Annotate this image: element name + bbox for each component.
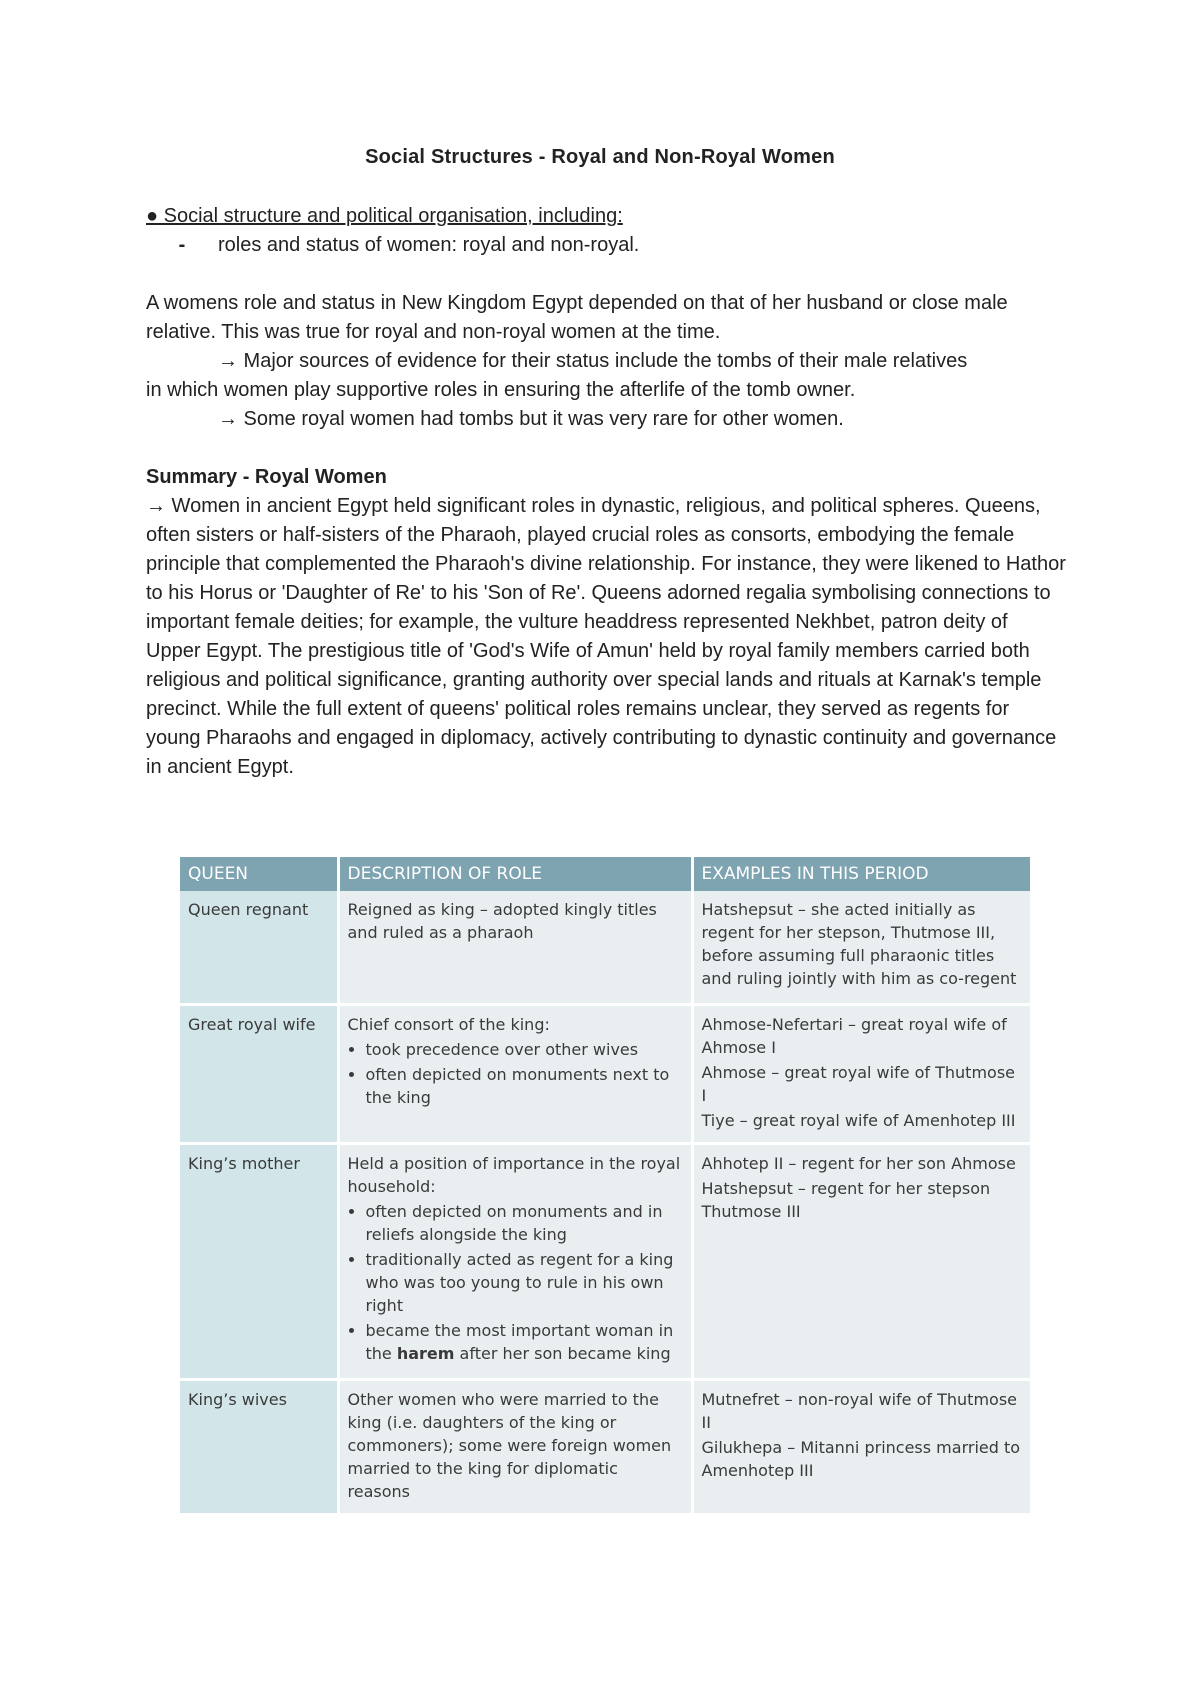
description-text: Other women who were married to the king (i.e. daughters of the king or commoners); some were foreign women married to the king for diplomatic reasons [347,1389,672,1501]
description-text: Held a position of importance in the royal household: [347,1153,681,1196]
intro-point-1: → Major sources of evidence for their status include the tombs of their male relatives [218,350,968,372]
description-bullets [348,1200,683,1365]
example-item: Ahmose – great royal wife of Thutmose I [701,1062,1016,1105]
description-cell [338,1143,692,1379]
harem-term: harem [396,1343,455,1363]
table-row [180,1143,1030,1379]
column-header-queen: QUEEN [180,857,338,891]
example-item: Ahhotep II – regent for her son Ahmose [701,1153,1016,1173]
description-bullet: • often depicted on monuments next to the king [366,1063,683,1109]
description-text: Reigned as king – adopted kingly titles and ruled as a pharaoh [347,900,657,942]
example-item: Ahmose-Nefertari – great royal wife of Ahmose I [701,1014,1007,1057]
queen-cell: Queen regnant [180,891,338,1004]
bullet-text: became the most important woman in the [365,1320,674,1363]
description-cell [338,1004,692,1143]
bullet-text: after her son became king [454,1343,671,1363]
description-cell [338,1379,692,1514]
summary-heading: Summary - Royal Women [146,466,387,488]
description-cell [338,891,692,1004]
description-bullets [348,1038,683,1109]
intro-point-1-continued: in which women play supportive roles in ensuring the afterlife of the tomb owner. [146,379,856,401]
description-bullet [366,1319,683,1365]
table-row [180,1379,1030,1514]
examples-cell [692,1004,1030,1143]
queen-cell: King’s wives [180,1379,338,1514]
syllabus-item [146,231,1066,260]
description-bullet: • took precedence over other wives [366,1038,683,1061]
examples-cell [692,1379,1030,1514]
example-item: Hatshepsut – regent for her stepson Thutmose III [701,1178,991,1221]
example-item: Tiye – great royal wife of Amenhotep III [701,1110,1016,1130]
description-bullet: • traditionally acted as regent for a king who was too young to rule in his own right [366,1248,683,1317]
column-header-description: DESCRIPTION OF ROLE [338,857,692,891]
examples-cell [692,1143,1030,1379]
example-item: Gilukhepa – Mitanni princess married to Amenhotep III [701,1437,1021,1480]
examples-cell [692,891,1030,1004]
intro-point-2: → Some royal women had tombs but it was very rare for other women. [218,408,844,430]
intro-paragraph: A womens role and status in New Kingdom Egypt depended on that of her husband or close male relative. This was true for royal and non-royal women at the time. [146,292,1008,343]
document-body [146,202,1066,782]
example-item: Hatshepsut – she acted initially as regent for her stepson, Thutmose III, before assuming full pharaonic titles and ruling jointly with him as co-regent [701,900,1017,988]
table-row [180,1004,1030,1143]
example-item: Mutnefret – non-royal wife of Thutmose II [701,1389,1017,1432]
description-text: Chief consort of the king: [347,1014,550,1034]
summary-text: → Women in ancient Egypt held significant roles in dynastic, religious, and political spheres. Queens, often sisters or half-sisters of the Pharaoh, played crucial roles as consorts, embodying the female principle that complemented the Pharaoh's divine relationship. For instance, they were likened to Hathor to his Horus or 'Daughter of Re' to his 'Son of Re'. Queens adorned regalia symbolising connections to important female deities; for example, the vulture headdress represented Nekhbet, patron deity of Upper Egypt. The prestigious title of 'God's Wife of Amun' held by royal family members carried both religious and political significance, granting authority over special lands and rituals at Karnak's temple precinct. While the full extent of queens' political roles remains unclear, they served as regents for young Pharaohs and engaged in diplomacy, actively contributing to dynastic continuity and governance in ancient Egypt. [146,495,1066,778]
queens-table [180,857,1030,1516]
page-title: Social Structures - Royal and Non-Royal Women [365,146,835,168]
queen-cell: Great royal wife [180,1004,338,1143]
description-bullet: • often depicted on monuments and in reliefs alongside the king [366,1200,683,1246]
table-header-row [180,857,1030,891]
table-row [180,891,1030,1004]
column-header-examples: EXAMPLES IN THIS PERIOD [692,857,1030,891]
syllabus-heading: ● Social structure and political organisation, including: [146,205,623,227]
dash-bullet: - [178,234,186,256]
syllabus-item-text: roles and status of women: royal and non-royal. [218,234,640,256]
queen-cell: King’s mother [180,1143,338,1379]
